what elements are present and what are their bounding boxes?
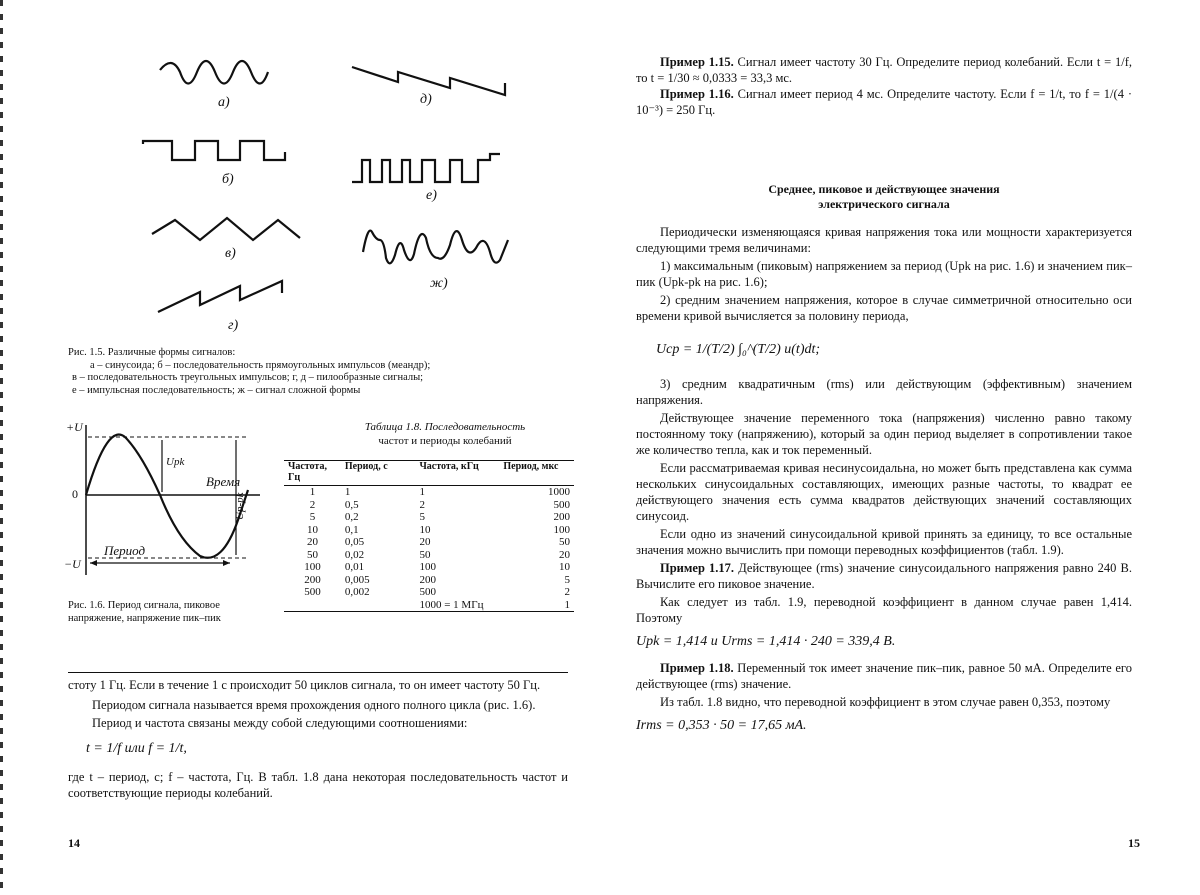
table-cell: 0,005	[344, 573, 370, 586]
paragraph: 3) средним квадратичным (rms) или действующим (эффективным) значением напряжения.	[636, 377, 1132, 407]
paragraph: стоту 1 Гц. Если в течение 1 с происходит 50 циклов сигнала, то он имеет частоту 50 Гц.	[68, 678, 541, 692]
table-row	[284, 574, 574, 587]
table-cell: 0,05	[344, 536, 365, 548]
table-cell: 100	[304, 561, 321, 573]
example-1-16	[636, 86, 1132, 118]
table-body	[284, 486, 574, 612]
table-cell: 2	[419, 498, 425, 511]
table-cell: 0,5	[344, 498, 359, 511]
col-header: Период, с	[341, 461, 416, 486]
table-row	[284, 499, 574, 512]
axis-zero: 0	[72, 487, 78, 501]
label-time: Время	[206, 474, 241, 489]
paragraph: Из табл. 1.8 видно, что переводной коэффициент в этом случае равен 0,353, поэтому	[660, 695, 1111, 709]
right-text-upper	[636, 224, 1132, 734]
paragraph: Если одно из значений синусоидальной кривой принять за единицу, то все остальные значения можно вычислить при помощи переводных коэффициентов (табл. 1.9).	[636, 527, 1132, 557]
formula-irms: Irms = 0,353 · 50 = 17,65 мА.	[636, 718, 807, 733]
page-number: 14	[68, 836, 80, 850]
table-cell: 10	[559, 561, 570, 573]
label-a: а)	[218, 95, 230, 110]
table-row	[284, 486, 574, 499]
label-upk-pk: Up-pk	[234, 492, 246, 520]
table-cell: 50	[306, 548, 318, 561]
table-row	[284, 599, 574, 612]
right-page	[600, 0, 1200, 895]
table-row	[284, 586, 574, 599]
table-cell: 0,02	[344, 548, 365, 561]
caption-line: в – последовательность треугольных импульсов; г, д – пилообразные сигналы;	[72, 372, 424, 383]
example-text: Переменный ток имеет значение пик–пик, равное 50 мА. Определите его действующее (rms) значение.	[636, 661, 1133, 691]
table-cell: 1	[499, 599, 574, 612]
table-cell: 10	[419, 523, 431, 536]
table-cell: 500	[553, 498, 570, 511]
caption-line: а – синусоида; б – последовательность прямоугольных импульсов (меандр);	[90, 359, 431, 371]
table-title-line: Таблица 1.8. Последовательность	[364, 421, 526, 433]
section-heading	[636, 182, 1132, 212]
table-cell: 100	[419, 561, 436, 573]
paragraph: Периодически изменяющаяся кривая напряжения тока или мощности характеризуется следующими тремя величинами:	[636, 225, 1132, 255]
axis-minus-u: −U	[64, 557, 81, 571]
table-cell: 1	[309, 486, 316, 498]
table-row	[284, 511, 574, 524]
example-1-18	[636, 660, 1132, 692]
label-g: г)	[228, 318, 239, 333]
example-text: Сигнал имеет частоту 30 Гц. Определите период колебаний. Если t = 1/f, то t = 1/30 ≈ 0,0333 = 33,3 мс.	[636, 55, 1132, 85]
table-header-row	[284, 461, 574, 486]
table-cell: 5	[419, 511, 425, 523]
paragraph: 1) максимальным (пиковым) напряжением за период (Upk на рис. 1.6) и значением пик–пик (Upk-pk на рис. 1.6);	[636, 259, 1132, 289]
table-cell: 50	[559, 536, 570, 548]
example-text: Действующее (rms) значение синусоидального напряжения равно 240 В. Вычислите его пиковое значение.	[636, 561, 1132, 591]
table-cell: 20	[559, 548, 570, 561]
label-zh: ж)	[430, 276, 448, 291]
heading-line: электрического сигнала	[818, 197, 950, 211]
table-cell: 20	[419, 536, 431, 548]
table-cell	[341, 599, 416, 612]
table-cell: 500	[304, 586, 321, 598]
table-cell: 1000 = 1 МГц	[415, 599, 499, 612]
table-1-8-title	[340, 420, 550, 448]
caption-line: е – импульсная последовательность; ж – сигнал сложной формы	[72, 384, 361, 396]
formula-ucp: Uср = 1/(T/2) ∫₀^(T/2) u(t)dt;	[656, 342, 821, 357]
table-cell: 2	[309, 498, 316, 511]
label-upk: Upk	[166, 456, 185, 468]
table-cell: 1	[419, 486, 425, 498]
example-text: Сигнал имеет период 4 мс. Определите частоту. Если f = 1/t, то f = 1/(4 · 10⁻³) = 250 Гц.	[636, 87, 1132, 117]
col-header: Частота, Гц	[284, 461, 341, 486]
table-row	[284, 549, 574, 562]
formula-upk: Upk = 1,414 и Urms = 1,414 · 240 = 339,4 В.	[636, 634, 896, 649]
label-period: Период	[104, 543, 146, 558]
figure-1-6-caption	[68, 600, 288, 625]
example-1-17	[636, 560, 1132, 592]
formula-period: t = 1/f или f = 1/t,	[86, 741, 187, 756]
caption-line: Рис. 1.5. Различные формы сигналов:	[68, 347, 236, 358]
sine-period	[86, 435, 248, 558]
paragraph: Действующее значение переменного тока (напряжения) численно равно такому постоянному току (напряжению), который за один период выделяет в сопротивлении такое же количество тепла, как и ток переменный.	[636, 411, 1132, 457]
table-cell: 5	[309, 511, 316, 523]
table-cell: 1000	[548, 486, 570, 498]
table-row	[284, 561, 574, 574]
table-cell	[284, 599, 341, 612]
paragraph: где t – период, с; f – частота, Гц. В табл. 1.8 дана некоторая последовательность частот и соответствующие периоды колебаний.	[68, 770, 568, 800]
paragraph: Периодом сигнала называется время прохождения одного полного цикла (рис. 1.6).	[92, 698, 536, 712]
table-cell: 10	[306, 523, 318, 536]
table-cell: 0,2	[344, 511, 359, 523]
axis-plus-u: +U	[66, 420, 83, 434]
paragraph: Период и частота связаны между собой следующими соотношениями:	[92, 716, 468, 730]
table-cell: 0,01	[344, 561, 365, 573]
caption-line: Рис. 1.6. Период сигнала, пиковое	[68, 600, 220, 611]
paragraph: 2) средним значением напряжения, которое в случае симметричной относительно оси времени кривой вычисляется за половину периода,	[636, 293, 1132, 323]
table-cell: 200	[419, 573, 436, 586]
col-header: Частота, кГц	[415, 461, 499, 486]
table-1-8	[284, 460, 574, 612]
page-number: 15	[1128, 836, 1140, 850]
table-cell: 500	[419, 586, 436, 598]
table-row	[284, 536, 574, 549]
table-row	[284, 524, 574, 537]
examples-top	[636, 54, 1132, 118]
table-cell: 20	[306, 536, 318, 548]
left-text	[68, 672, 568, 801]
label-v: в)	[225, 246, 236, 261]
table-cell: 1	[344, 486, 351, 498]
label-b: б)	[222, 172, 234, 187]
table-cell: 0,002	[344, 586, 370, 598]
example-title: Пример 1.18.	[660, 661, 734, 675]
label-e: е)	[426, 188, 437, 203]
table-title-line: частот и периоды колебаний	[378, 435, 512, 447]
caption-line: напряжение, напряжение пик–пик	[68, 612, 221, 624]
table-cell: 0,1	[344, 523, 359, 536]
example-1-15	[636, 54, 1132, 86]
paragraph: Как следует из табл. 1.9, переводной коэффициент в данном случае равен 1,414. Поэтому	[636, 595, 1132, 625]
table-cell: 100	[553, 523, 570, 536]
table-cell: 200	[553, 511, 570, 523]
heading-line: Среднее, пиковое и действующее значения	[768, 182, 1000, 196]
example-title: Пример 1.16.	[660, 87, 734, 101]
paragraph: Если рассматриваемая кривая несинусоидальна, но может быть представлена как сумма нескольких синусоидальных составляющих, имеющих разные частоты, то квадрат ее действующего значения есть сумма квадратов действующих значений составляющих синусоид.	[636, 461, 1132, 523]
label-d: д)	[420, 92, 432, 107]
table-cell: 50	[419, 548, 431, 561]
example-title: Пример 1.17.	[660, 561, 735, 575]
table-cell: 200	[304, 573, 321, 586]
table-cell: 2	[564, 586, 570, 598]
example-title: Пример 1.15.	[660, 55, 734, 69]
table-cell: 5	[564, 573, 570, 586]
col-header: Период, мкс	[499, 461, 574, 486]
